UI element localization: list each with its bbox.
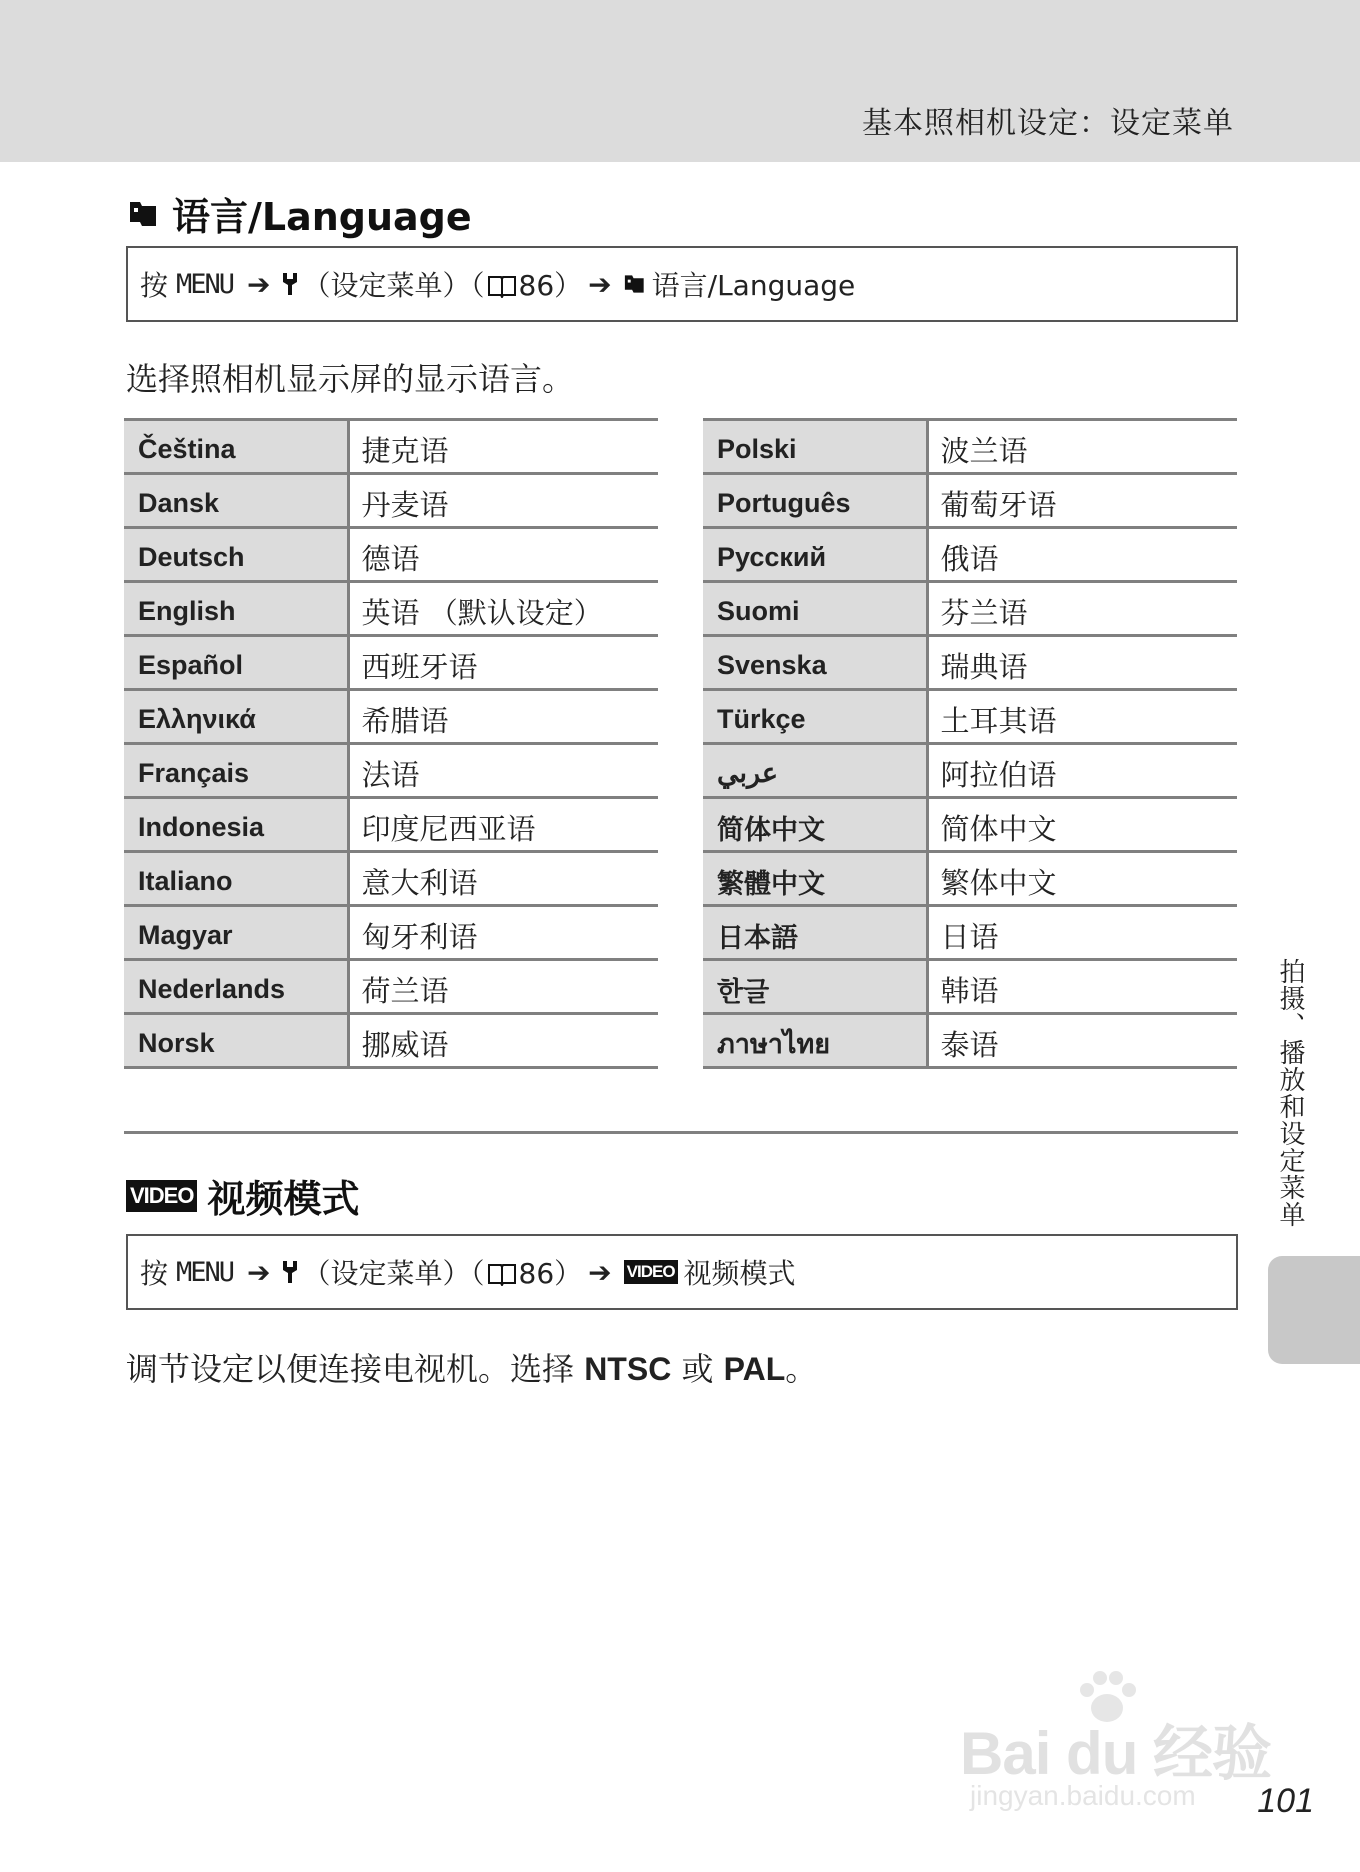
language-native-name: Français xyxy=(124,744,348,798)
book-icon xyxy=(487,1260,517,1284)
language-chinese-name: 匈牙利语 xyxy=(361,920,478,954)
nav-target: 语言/Language xyxy=(651,269,856,302)
language-chinese-name: 繁体中文 xyxy=(940,866,1057,900)
language-row xyxy=(703,798,1237,852)
language-native-name: Türkçe xyxy=(703,690,927,744)
language-chinese-name: 捷克语 xyxy=(361,434,449,468)
language-row xyxy=(703,690,1237,744)
language-row xyxy=(124,852,658,906)
language-native-name: Magyar xyxy=(124,906,348,960)
menu-button-label: MENU xyxy=(176,268,234,300)
ntsc-option: NTSC xyxy=(584,1351,672,1387)
language-native-name: Italiano xyxy=(124,852,348,906)
book-icon xyxy=(487,272,517,296)
wrench-icon xyxy=(281,271,299,297)
page-number: 101 xyxy=(1257,1782,1314,1820)
language-row xyxy=(703,636,1237,690)
nav-page-ref: 86） xyxy=(518,1257,583,1290)
nav-target: 视频模式 xyxy=(683,1257,796,1290)
language-row xyxy=(124,1014,658,1068)
language-chinese-name: 希腊语 xyxy=(361,704,449,738)
nav-press-text: 按 xyxy=(140,1257,169,1290)
language-chinese-name: 韩语 xyxy=(940,974,999,1008)
pal-option: PAL xyxy=(723,1351,786,1387)
language-chinese-name: 荷兰语 xyxy=(361,974,449,1008)
language-native-name: Русский xyxy=(703,528,927,582)
arrow-icon: ➔ xyxy=(247,1255,271,1289)
language-nav-path xyxy=(126,246,1238,322)
language-icon xyxy=(622,271,648,297)
language-row xyxy=(703,528,1237,582)
language-row xyxy=(124,744,658,798)
language-chinese-name: 西班牙语 xyxy=(361,650,478,684)
language-icon xyxy=(126,196,162,232)
language-chinese-name: 阿拉伯语 xyxy=(940,758,1057,792)
side-chapter-tab xyxy=(1268,1256,1360,1364)
video-nav-path xyxy=(126,1234,1238,1310)
language-native-name: Ελληνικά xyxy=(124,690,348,744)
language-chinese-name: 英语 （默认设定） xyxy=(361,596,603,630)
video-title-text: 视频模式 xyxy=(207,1177,360,1221)
language-row xyxy=(124,906,658,960)
video-icon: VIDEO xyxy=(624,1260,678,1284)
language-chinese-name: 日语 xyxy=(940,920,999,954)
arrow-icon: ➔ xyxy=(588,1255,612,1289)
language-chinese-name: 土耳其语 xyxy=(940,704,1057,738)
language-chinese-name: 印度尼西亚语 xyxy=(361,812,536,846)
language-row xyxy=(124,798,658,852)
language-native-name: Svenska xyxy=(703,636,927,690)
language-chinese-name: 芬兰语 xyxy=(940,596,1028,630)
language-row xyxy=(703,852,1237,906)
video-description xyxy=(126,1344,817,1390)
menu-button-label: MENU xyxy=(176,1256,234,1288)
language-native-name: Español xyxy=(124,636,348,690)
nav-page-ref: 86） xyxy=(518,269,583,302)
language-row xyxy=(124,420,658,474)
language-chinese-name: 葡萄牙语 xyxy=(940,488,1057,522)
language-chinese-name: 德语 xyxy=(361,542,420,576)
language-native-name: Suomi xyxy=(703,582,927,636)
video-desc-prefix: 调节设定以便连接电视机。选择 xyxy=(126,1350,585,1388)
arrow-icon: ➔ xyxy=(588,267,612,301)
language-row xyxy=(124,474,658,528)
language-native-name: ภาษาไทย xyxy=(703,1014,927,1068)
language-native-name: 日本語 xyxy=(703,906,927,960)
language-row xyxy=(124,960,658,1014)
language-native-name: Indonesia xyxy=(124,798,348,852)
language-chinese-name: 简体中文 xyxy=(940,812,1057,846)
language-row xyxy=(703,744,1237,798)
language-chinese-name: 瑞典语 xyxy=(940,650,1028,684)
language-native-name: Polski xyxy=(703,420,927,474)
language-row xyxy=(703,906,1237,960)
video-desc-suffix: 。 xyxy=(785,1350,818,1388)
language-chinese-name: 挪威语 xyxy=(361,1028,449,1062)
language-description: 选择照相机显示屏的显示语言。 xyxy=(126,360,575,398)
language-row xyxy=(124,636,658,690)
language-native-name: Dansk xyxy=(124,474,348,528)
side-chapter-label: 拍摄、播放和设定菜单 xyxy=(1275,958,1305,1228)
language-row xyxy=(703,474,1237,528)
language-row xyxy=(703,960,1237,1014)
language-native-name: English xyxy=(124,582,348,636)
language-table-left xyxy=(124,418,658,1069)
nav-press-text: 按 xyxy=(140,269,169,302)
language-chinese-name: 意大利语 xyxy=(361,866,478,900)
language-table-right xyxy=(703,418,1237,1069)
language-native-name: Nederlands xyxy=(124,960,348,1014)
language-row xyxy=(703,1014,1237,1068)
language-row xyxy=(703,420,1237,474)
language-title-text: 语言/Language xyxy=(172,195,472,239)
header-band xyxy=(0,0,1360,162)
video-desc-or: 或 xyxy=(671,1350,724,1388)
language-chinese-name: 泰语 xyxy=(940,1028,999,1062)
language-chinese-name: 波兰语 xyxy=(940,434,1028,468)
language-native-name: Norsk xyxy=(124,1014,348,1068)
watermark xyxy=(960,1668,1280,1818)
header-title: 基本照相机设定：设定菜单 xyxy=(862,106,1234,141)
nav-menu-name: （设定菜单）（ xyxy=(302,1257,485,1290)
language-row xyxy=(124,528,658,582)
language-row xyxy=(703,582,1237,636)
language-row xyxy=(124,582,658,636)
language-chinese-name: 法语 xyxy=(361,758,420,792)
watermark-url: jingyan.baidu.com xyxy=(970,1780,1196,1811)
language-row xyxy=(124,690,658,744)
language-section-title xyxy=(126,186,472,241)
language-chinese-name: 俄语 xyxy=(940,542,999,576)
video-section-title xyxy=(126,1168,359,1223)
section-divider xyxy=(124,1131,1238,1134)
wrench-icon xyxy=(281,1259,299,1285)
language-native-name: 繁體中文 xyxy=(703,852,927,906)
nav-menu-name: （设定菜单）（ xyxy=(302,269,485,302)
language-native-name: Čeština xyxy=(124,420,348,474)
language-native-name: Deutsch xyxy=(124,528,348,582)
language-chinese-name: 丹麦语 xyxy=(361,488,449,522)
language-native-name: 简体中文 xyxy=(703,798,927,852)
language-native-name: Português xyxy=(703,474,927,528)
language-native-name: 한글 xyxy=(703,960,927,1014)
watermark-logo: Bai du 经验 xyxy=(960,1720,1272,1787)
arrow-icon: ➔ xyxy=(247,267,271,301)
language-native-name: عربي xyxy=(703,744,927,798)
video-icon: VIDEO xyxy=(126,1180,197,1212)
